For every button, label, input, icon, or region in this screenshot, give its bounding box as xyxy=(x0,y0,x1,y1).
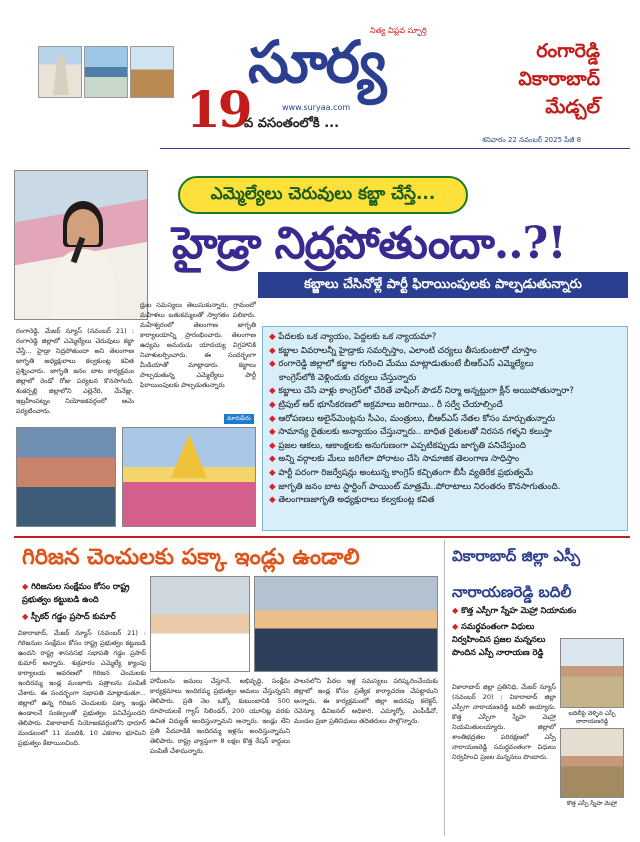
lead-body-col1: రంగారెడ్డి, మేజర్ న్యూస్ (నవంబర్ 21) : రంగారెడ్డి జిల్లాలో ఎమ్మెల్యేలు చెరువులు కబ్జా చేస్తే... హైడ్రా నిద్రపోతుందా అని తెలంగాణ జాగృతి అధ్యక్షురాలు కల్వకుంట్ల కవిత ప్రశ్నించారు. జాగృతి జనం బాట కార్యక్రమం జిల్లాలో రెండో రోజు పర్యటన కొనసాగింది. శంకర్పల్లి జిల్లాలోని ఎల్లెనేరి, మేనేజ్లు, ఇబ్రహీంపట్నం నియోజకవర్గంలో ఆమె పర్యటించారు. xyxy=(16,327,134,415)
anniversary-number: 19 xyxy=(186,80,250,139)
story2-headline: గిరిజన చెంచులకు పక్కా ఇండ్లు ఉండాలి xyxy=(22,545,360,570)
story2-subhead-2: ◆ స్పీకర్ గడ్డం ప్రసాద్ కుమార్ xyxy=(22,610,146,623)
story2-body-col2: హామీలను అమలు చేస్తూనే, అభివృద్ధి, సంక్షేమ కార్యక్రమాలు ఇందిరమ్మ ప్రభుత్వం అమలు చేస్తున్నదని తెలిపారు. ప్రతి నెల ఒక్కో కుటుంబానికి 500 రూపాయలకే గ్యాస్ సిలిండర్, 200 యూనిట్ల వరకు ఉచిత విద్యుత్ అందిస్తున్నామని అన్నారు. ఇండ్లు లేని ప్రతి పేదవాడికి ఇందిరమ్మ ఇళ్లను అందిస్తున్నామని తెలిపారు. రాష్ట్ర వ్యాప్తంగా 8 లక్షల కొత్త రేషన్ కార్డులు పంపిణీ చేశామన్నారు. xyxy=(150,677,290,755)
bullet-item: ◆ జాగృతి జనం బాట స్టార్టింగ్ పాయింట్ మాత్రమే..పోరాటాలు నిరంతరం కొనసాగుతుంది. xyxy=(269,481,621,495)
story2-photo-speaker xyxy=(150,576,250,672)
edition-line-1: రంగారెడ్డి xyxy=(536,40,600,62)
bullet-item-continued xyxy=(269,372,621,386)
speaker-saree-shape xyxy=(51,249,115,320)
bullet-item: ◆ తెలంగాణజాగృతి అధ్యక్షురాలు కల్వకుంట్ల కవిత xyxy=(269,494,621,508)
lead-bullets-box xyxy=(262,326,628,531)
newspaper-logo: సూర్య xyxy=(248,28,385,96)
anniversary-text: వ వసంతంలోకి ... xyxy=(244,116,340,131)
logo-tagline: నిత్య విప్లవ స్ఫూర్తి xyxy=(370,26,427,35)
bullet-item: ◆ సామాన్య రైతులకు అన్యాయం చేస్తున్నారు.. బాధిత రైతులతో నిరసన గళ్ళని కలుస్తా xyxy=(269,426,621,440)
lead-photo-bathukamma xyxy=(122,427,256,527)
story2-photo-distribution xyxy=(254,576,438,672)
masthead-photo-temple xyxy=(38,46,82,98)
story2-body-col3: పాలనలోని పేదల ఇళ్ల సమస్యలు పరిష్కరించేందుకు జిల్లాలో ఇండ్ల కోసం ప్రత్యేక కార్యాచరణ చేపట్టామని అన్నారు. ఈ కార్యక్రమంలో జిల్లా అదనపు కలెక్టర్, రెవెన్యూ డివిజనల్ అధికారి, ఎమ్మార్వో, ఎంపీడీవో, మండల ప్రజా ప్రతినిధులు తదితరులు పాల్గొన్నారు. xyxy=(294,677,438,725)
bullet-continued-text: కాంగ్రెస్‌లోకి వెళ్లిందుకు చర్యలు చేస్తున్నారు xyxy=(279,372,417,383)
bullet-item: ◆ పార్టీ పరంగా రిజర్వేషన్లు అంటున్న కాంగ్రెస్ కచ్చితంగా బీసీ వ్యతిరేక ప్రభుత్వమే xyxy=(269,467,621,481)
lead-photo-crowd xyxy=(16,427,116,527)
masthead-photo-statue xyxy=(130,46,174,98)
bullet-item: ◆ ప్రజల ఆకలు, ఆకాంక్షలకు అనుగుణంగా ఎప్పటికప్పుడు జాగృతి పనిచేస్తుంది xyxy=(269,440,621,454)
bullet-item: ◆ కబ్జాల వివరాలన్నీ హైడ్రాకు సమర్పిస్తాం, ఎలాంటి చర్యలు తీసుకుంటారో చూస్తాం xyxy=(269,345,621,359)
story3-headline: వికారాబాద్ జిల్లా ఎస్పీ నారాయణరెడ్డి బదిలీ xyxy=(452,547,581,601)
story3-caption-1: బదిలీపై వెళ్ళిన ఎస్పీ నారాయణరెడ్డి xyxy=(568,710,616,725)
website-url[interactable]: www.suryaa.com xyxy=(282,103,351,112)
bullet-item: ◆ కబ్జాలు చేసే వాళ్లు కాంగ్రెస్‌లో చేరితే వాషింగ్ పౌడర్ నిర్మా అన్నట్లుగా క్లీన్ అయిపోతున్నారా? xyxy=(269,385,621,399)
bullet-item: ◆ ట్రిపుల్ ఆర్ భూసేకరణలో అక్రమాలు జరిగాయి.. రీ సర్వే చేయాల్సిందే xyxy=(269,399,621,413)
story3-caption-2: కొత్త ఎస్పీ స్నేహ మెహ్రా xyxy=(567,800,617,807)
lead-body-col2: ధ్రుల సమస్యలు తెలుసుకున్నారు. గ్రామంలో మహిళలు బతుకమ్మలతో స్వాగతం పలికారు. మహేశ్వరంలో తెలంగాణ జాగృతి కార్యాలయాన్ని ప్రారంభించారు. తెలంగాణ ఉద్యమ అమరుడు యాదయ్య విగ్రహానికి నివాళులర్పించారు. ఈ సందర్భంగా మీడియాతో మాట్లాడారు. కబ్జాలు పాల్పడుతున్న ఎమ్మెల్యేలు పార్టీ ఫిరాయింపులకు పాల్పడుతున్నారు xyxy=(140,301,256,389)
dateline: శనివారం 22 నవంబర్ 2025 పేజీ 8 xyxy=(482,136,582,144)
bullet-item: ◆ రంగారెడ్డి జిల్లాలో కబ్జాల గురించి మేము మాట్లాడుతుంటే బీఆర్ఎస్ ఎమ్మెల్యేలు xyxy=(269,358,621,372)
temple-tower-shape xyxy=(53,55,69,95)
bathukamma-shape xyxy=(171,434,207,478)
masthead-divider xyxy=(160,148,630,149)
story3-subhead-1: ◆ కొత్త ఎస్పీగా స్నేహ మెహ్రా నియామకం xyxy=(452,604,628,617)
story2-subhead-1: ◆ గిరిజనుల సంక్షేమం కోసం రాష్ట్ర ప్రభుత్వం కట్టుబడి ఉంది xyxy=(22,580,146,606)
lead-headline: హైడ్రా నిద్రపోతుందా..?! xyxy=(172,218,566,269)
story3-body: వికారాబాద్ జిల్లా ప్రతినిధి, మేజర్ న్యూస్ (నవంబర్ 20) : వికారాబాద్ జిల్లా ఎస్పీగా నారాయణరెడ్డి బదిలీ అయ్యారు. కొత్త ఎస్పీగా స్నేహ మెహ్రా నియమితులయ్యారు. జిల్లాలో శాంతిభద్రతల పరిరక్షణలో ఎస్పీ నారాయణరెడ్డి సమర్థవంతంగా విధులు నిర్వహించి ప్రజల మన్ననలు పొందారు. xyxy=(452,683,556,761)
column-separator xyxy=(444,540,445,836)
masthead-photo-airport xyxy=(84,46,128,98)
edition-line-3: మేడ్చల్ xyxy=(545,96,600,118)
story3-photo-old-sp xyxy=(560,638,624,708)
story3-photo-new-sp xyxy=(560,728,624,798)
story2-body-col1: వికారాబాద్, మేజర్ న్యూస్ (నవంబర్ 21) : గిరిజనుల సంక్షేమం కోసం రాష్ట్ర ప్రభుత్వం కట్టుబడి ఉందని రాష్ట్ర శాసనసభ సభాపతి గడ్డం ప్రసాద్ కుమార్ అన్నారు. శుక్రవారం ఎమ్మెల్యే క్యాంపు కార్యాలయ ఆవరణలో గిరిజన చెంచులకు ఇందిరమ్మ ఇండ్ల మంజూరు పత్రాలను పంపిణీ చేశారు. ఈ సందర్భంగా సభాపతి మాట్లాడుతూ... జిల్లాలో ఉన్న గిరిజన చెంచులకు పక్కా ఇండ్లు ఉండాలనే సంకల్పంతో ప్రభుత్వం పనిచేస్తుందని తెలిపారు. వికారాబాద్ నియోజకవర్గంలోని ధారూర్ మండలంలో 11 మందికి, 10 ఎకరాల భూమిని ప్రభుత్వం కేటాయించింది. xyxy=(18,629,146,747)
edition-line-2: వికారాబాద్ xyxy=(518,68,600,90)
lead-photo-speaker xyxy=(14,170,148,320)
bullet-item: ◆ ఆరోపణలు అలైన్‌మెంట్లను సీఎం, మంత్రులు, బీఆర్ఎస్ నేతల కోసం మార్చుతున్నారు xyxy=(269,413,621,427)
lead-deck: కబ్జాలు చేసినోళ్లే పార్టీ ఫిరాయింపులకు పాల్పడుతున్నారు xyxy=(258,272,628,298)
lead-badge: మారుపేరు xyxy=(224,414,254,424)
story3-subhead-2: ◆ సమర్థవంతంగా విధులు నిర్వహించిన ప్రజల మన్ననలు పొందిన ఎస్పీ నారాయణ రెడ్డి xyxy=(452,620,556,659)
lead-kicker: ఎమ్మెల్యేలు చెరువులు కబ్జా చేస్తే... xyxy=(178,176,468,214)
bullet-item: ◆ అన్ని వర్గాలకు మేలు జరిగేలా పోరాటం చేసి సామాజిక తెలంగాణ సాధిస్తాం xyxy=(269,453,621,467)
bullet-item: ◆ పేదలకు ఒక న్యాయం, పెద్దలకు ఒక న్యాయమా? xyxy=(269,331,621,345)
